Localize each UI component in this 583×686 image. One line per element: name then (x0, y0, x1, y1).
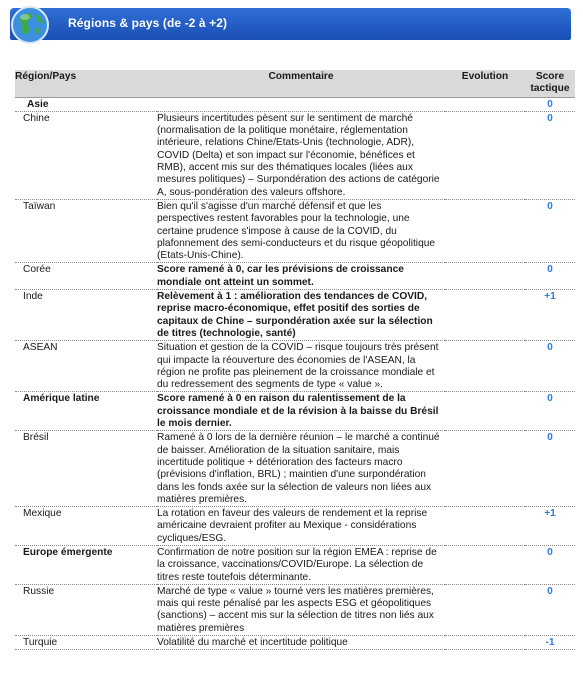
column-header-score: Score tactique (525, 70, 575, 97)
region-score: +1 (525, 507, 575, 546)
region-comment: La rotation en faveur des valeurs de rendement et la reprise américaine devraient profiter au Mexique - considérations cycliques/ESG. (157, 507, 445, 546)
globe-icon (10, 5, 50, 45)
regions-table (15, 70, 575, 650)
region-comment: Score ramené à 0 en raison du ralentissement de la croissance mondiale et de la révision à la baisse du Brésil le mois dernier. (157, 392, 445, 431)
table-row (15, 199, 575, 262)
table-row (15, 545, 575, 584)
region-name: ASEAN (15, 341, 157, 392)
region-score: +1 (525, 290, 575, 341)
region-name: Corée (15, 263, 157, 290)
region-name: Europe émergente (15, 545, 157, 584)
region-score: 0 (525, 392, 575, 431)
region-name: Inde (15, 290, 157, 341)
region-evolution (445, 290, 525, 341)
table-row (15, 263, 575, 290)
region-score: 0 (525, 431, 575, 507)
region-name: Mexique (15, 507, 157, 546)
region-comment: Volatilité du marché et incertitude politique (157, 636, 445, 650)
region-evolution (445, 199, 525, 262)
section-title: Régions & pays (de -2 à +2) (68, 16, 228, 30)
region-score: 0 (525, 341, 575, 392)
region-score: -1 (525, 636, 575, 650)
region-score: 0 (525, 199, 575, 262)
region-name: Chine (15, 111, 157, 199)
region-name: Brésil (15, 431, 157, 507)
region-evolution (445, 392, 525, 431)
region-comment: Situation et gestion de la COVID – risque toujours très présent qui impacte la réouverture des économies de l'ASEAN, la région ne profite pas pleinement de la croissance mondiale et du redressement des segments de type « value ». (157, 341, 445, 392)
region-comment: Plusieurs incertitudes pèsent sur le sentiment de marché (normalisation de la politique monétaire, réglementation intérieure, relations Chine/Etats-Unis (technologie, ADR), COVID (Delta) et son impact sur l'économie, bénéfices et RMB), accent mis sur des thématiques locales (liées aux mesures politiques) – Surpondération des actions de catégorie A, sous-pondération des valeurs offshore. (157, 111, 445, 199)
region-evolution (445, 507, 525, 546)
region-evolution (445, 545, 525, 584)
table-row (15, 636, 575, 650)
region-comment: Ramené à 0 lors de la dernière réunion – le marché a continué de baisser. Amélioration de la situation sanitaire, mais incertitude politique + détérioration des facteurs macro (prévisions d'inflation, BRL) ; maintien d'une surpondération dans les fonds axée sur la sélection de valeurs non liées aux matières premières. (157, 431, 445, 507)
table-row (15, 431, 575, 507)
table-row (15, 111, 575, 199)
region-comment: Confirmation de notre position sur la région EMEA : reprise de la croissance, vaccinations/COVID/Europe. La sélection de titres reste toutefois déterminante. (157, 545, 445, 584)
table-row (15, 290, 575, 341)
region-name: Turquie (15, 636, 157, 650)
region-comment: Relèvement à 1 : amélioration des tendances de COVID, reprise macro-économique, effet positif des sorties de capitaux de Chine – surpondération axée sur la sélection de titres (technologie, santé) (157, 290, 445, 341)
region-evolution (445, 97, 525, 111)
region-score: 0 (525, 111, 575, 199)
region-evolution (445, 263, 525, 290)
column-header-evolution: Evolution (445, 70, 525, 97)
column-header-region: Région/Pays (15, 70, 157, 97)
region-evolution (445, 636, 525, 650)
region-evolution (445, 111, 525, 199)
region-evolution (445, 584, 525, 635)
table-row (15, 392, 575, 431)
table-header-row (15, 70, 575, 97)
region-evolution (445, 341, 525, 392)
region-score: 0 (525, 263, 575, 290)
region-name: Taïwan (15, 199, 157, 262)
region-score: 0 (525, 97, 575, 111)
region-name: Russie (15, 584, 157, 635)
region-comment: Score ramené à 0, car les prévisions de croissance mondiale ont atteint un sommet. (157, 263, 445, 290)
region-comment: Bien qu'il s'agisse d'un marché défensif et que les perspectives restent favorables pour la technologie, une certaine prudence s'impose à cause de la COVID, du plafonnement des semi-conducteurs et du risque géopolitique (Etats-Unis-Chine). (157, 199, 445, 262)
column-header-comment: Commentaire (157, 70, 445, 97)
table-row (15, 341, 575, 392)
region-evolution (445, 431, 525, 507)
region-score: 0 (525, 545, 575, 584)
table-row (15, 97, 575, 111)
region-comment: Marché de type « value » tourné vers les matières premières, mais qui reste pénalisé par les aspects ESG et géopolitiques (sanctions) – accent mis sur la sélection de titres non liés aux matières premières (157, 584, 445, 635)
region-score: 0 (525, 584, 575, 635)
section-header (10, 8, 571, 40)
table-row (15, 584, 575, 635)
region-comment (157, 97, 445, 111)
region-name: Asie (15, 97, 157, 111)
table-row (15, 507, 575, 546)
region-name: Amérique latine (15, 392, 157, 431)
